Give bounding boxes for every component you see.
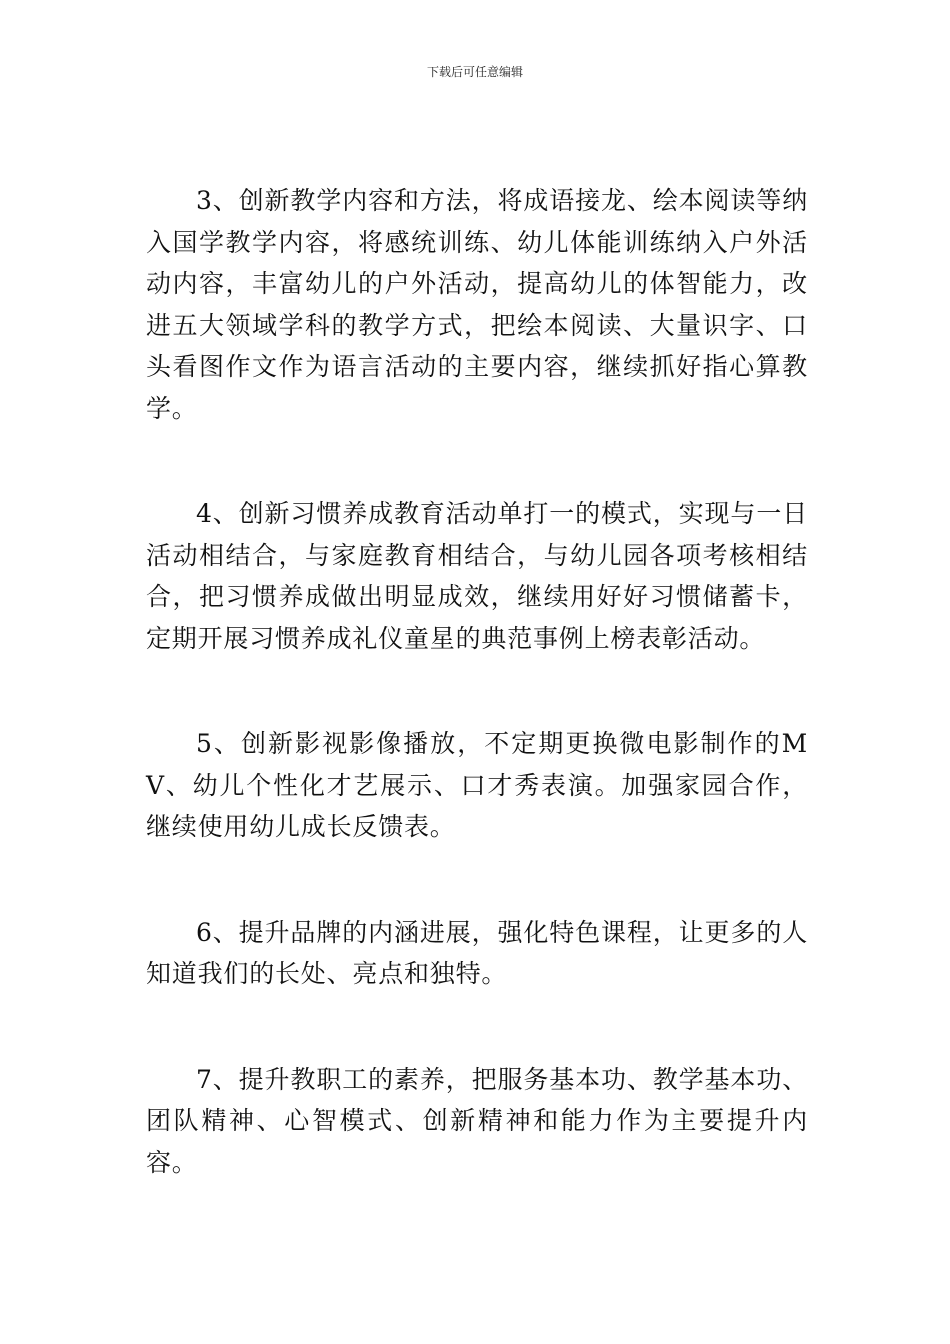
paragraph-item-4: 4、创新习惯养成教育活动单打一的模式，实现与一日活动相结合，与家庭教育相结合，与幼儿园各项考核相结合，把习惯养成做出明显成效，继续用好好习惯储蓄卡，定期开展习惯养成礼仪童星的典范事例上榜表彰活动。 bbox=[146, 499, 808, 653]
paragraph-item-3: 3、创新教学内容和方法，将成语接龙、绘本阅读等纳入国学教学内容，将感统训练、幼儿体能训练纳入户外活动内容，丰富幼儿的户外活动，提高幼儿的体智能力，改进五大领域学科的教学方式，把绘本阅读、大量识字、口头看图作文作为语言活动的主要内容，继续抓好指心算教学。 bbox=[146, 186, 808, 423]
page-header-note: 下载后可任意编辑 bbox=[426, 65, 523, 79]
paragraph-item-7: 7、提升教职工的素养，把服务基本功、教学基本功、团队精神、心智模式、创新精神和能力作为主要提升内容。 bbox=[146, 1064, 808, 1177]
paragraph-item-6: 6、提升品牌的内涵进展，强化特色课程，让更多的人知道我们的长处、亮点和独特。 bbox=[146, 917, 808, 988]
paragraph-item-5: 5、创新影视影像播放，不定期更换微电影制作的MV、幼儿个性化才艺展示、口才秀表演。加强家园合作，继续使用幼儿成长反馈表。 bbox=[146, 729, 808, 841]
document-body bbox=[146, 180, 808, 1247]
